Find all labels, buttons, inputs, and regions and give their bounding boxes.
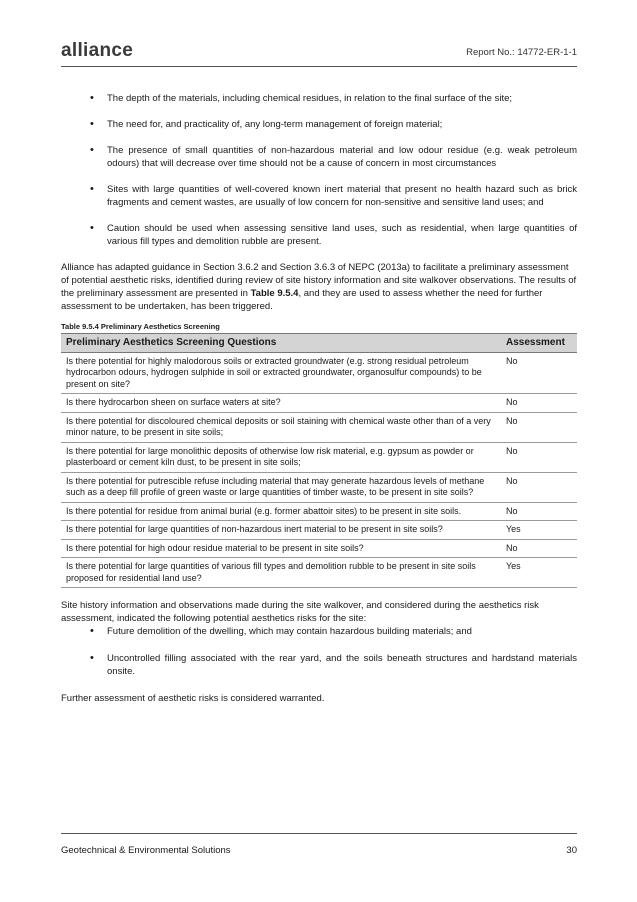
bullet-item: • Sites with large quantities of well-covered known inert material that present no health hazard such as brick fragments and cement wastes, are usually of low concern for non-sensitive and sensitive land uses; and [61, 183, 577, 209]
table-reference: Table 9.5.4 [250, 288, 299, 299]
column-header-assessment: Assessment [501, 334, 577, 353]
aesthetics-screening-table [61, 333, 577, 588]
paragraph-text-after: , and they are used to assess whether the need for further assessment to be undertaken, has been triggered. [61, 288, 543, 312]
question-cell: Is there potential for large monolithic deposits of otherwise low risk material, e.g. gypsum as powder or plasterboard or cement kiln dust, to be present in site soils; [61, 442, 501, 472]
table-header-row [61, 334, 577, 353]
report-number: Report No.: 14772-ER-1-1 [466, 47, 577, 58]
assessment-paragraph [61, 261, 577, 313]
assessment-cell: No [501, 442, 577, 472]
page-footer [61, 833, 577, 856]
table-row [61, 472, 577, 502]
bullet-item: • Caution should be used when assessing sensitive land uses, such as residential, when large quantities of various fill types and demolition rubble are present. [61, 222, 577, 248]
site-history-paragraph: Site history information and observations made during the site walkover, and considered during the aesthetics risk assessment, indicated the following potential aesthetics risks for the site: [61, 600, 539, 624]
assessment-cell: No [501, 472, 577, 502]
question-cell: Is there potential for putrescible refuse including material that may generate hazardous levels of methane such as a deep fill profile of green waste or large quantities of timber waste, to be present in site soils? [61, 472, 501, 502]
question-cell: Is there hydrocarbon sheen on surface waters at site? [61, 394, 501, 413]
bullet-list-risks [61, 625, 577, 678]
alliance-logo: alliance [61, 40, 134, 61]
question-cell: Is there potential for high odour residue material to be present in site soils? [61, 539, 501, 558]
table-row [61, 394, 577, 413]
question-cell: Is there potential for large quantities of various fill types and demolition rubble to be present in site soils proposed for residential land use? [61, 558, 501, 588]
assessment-cell: No [501, 352, 577, 394]
assessment-cell: Yes [501, 521, 577, 540]
page-header [61, 40, 577, 67]
bullet-item: • Uncontrolled filling associated with the rear yard, and the soils beneath structures and hardstand materials onsite. [61, 652, 577, 678]
page-number: 30 [566, 845, 577, 856]
assessment-cell: No [501, 412, 577, 442]
table-row [61, 352, 577, 394]
page-content [61, 92, 577, 705]
bullet-item: • The depth of the materials, including chemical residues, in relation to the final surface of the site; [61, 92, 577, 105]
column-header-questions: Preliminary Aesthetics Screening Questions [61, 334, 501, 353]
table-row [61, 442, 577, 472]
table-row [61, 539, 577, 558]
paragraph-text-before: Alliance has adapted guidance in Section 3.6.2 and Section 3.6.3 of NEPC (2013a) to facilitate a preliminary assessment of potential aesthetic risks, identified during review of site history information and site walkover observations. The results of the preliminary assessment are presented in [61, 262, 577, 299]
table-row [61, 558, 577, 588]
assessment-cell: No [501, 502, 577, 521]
assessment-cell: No [501, 394, 577, 413]
table-row [61, 412, 577, 442]
question-cell: Is there potential for large quantities of non-hazardous inert material to be present in site soils? [61, 521, 501, 540]
question-cell: Is there potential for discoloured chemical deposits or soil staining with chemical waste other than of a very minor nature, to be present in site soils; [61, 412, 501, 442]
table-row [61, 521, 577, 540]
table-caption: Table 9.5.4 Preliminary Aesthetics Screening [61, 322, 220, 331]
bullet-list-considerations [61, 92, 577, 248]
footer-company-text: Geotechnical & Environmental Solutions [61, 845, 231, 856]
conclusion-paragraph: Further assessment of aesthetic risks is considered warranted. [61, 693, 325, 704]
bullet-item: • Future demolition of the dwelling, which may contain hazardous building materials; and [61, 625, 577, 638]
question-cell: Is there potential for highly malodorous soils or extracted groundwater (e.g. strong residual petroleum hydrocarbon odours, hydrogen sulphide in soil or extracted groundwater, organosulfur compounds) to be present on site? [61, 352, 501, 394]
question-cell: Is there potential for residue from animal burial (e.g. former abattoir sites) to be present in site soils. [61, 502, 501, 521]
table-row [61, 502, 577, 521]
assessment-cell: No [501, 539, 577, 558]
bullet-item: • The need for, and practicality of, any long-term management of foreign material; [61, 118, 577, 131]
assessment-cell: Yes [501, 558, 577, 588]
bullet-item: • The presence of small quantities of non-hazardous material and low odour residue (e.g. weak petroleum odours) that will decrease over time should not be a cause of concern in most circumstances [61, 144, 577, 170]
